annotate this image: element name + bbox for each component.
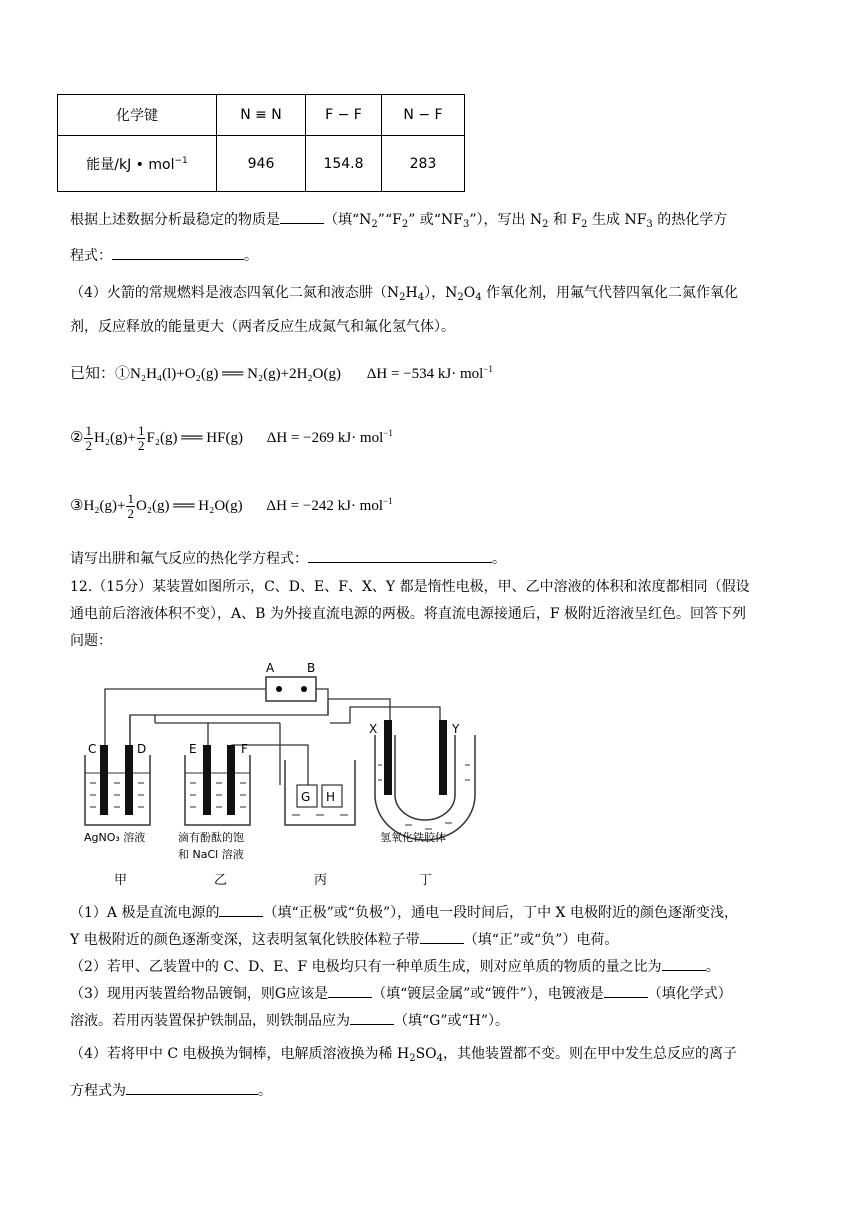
label-y: Y (452, 722, 460, 736)
p1-line2 (70, 245, 258, 265)
label-solution-jia: AgNO₃ 溶液 (84, 831, 146, 844)
table-value-ff: 154.8 (306, 136, 382, 192)
p1-sub: 2 (581, 219, 588, 230)
eq-body: H₂(g)+ (83, 497, 126, 514)
s4-text: （4）若将甲中 C 电极换为铜棒，电解质溶液换为稀 H (70, 1046, 410, 1062)
answer-blank[interactable] (112, 245, 244, 260)
s4-text: 。 (258, 1083, 272, 1099)
table-value-nf: 283 (382, 136, 465, 192)
frac-num: 1 (137, 423, 145, 438)
q4-sub: 2 (399, 292, 406, 303)
s4-sub: 2 (409, 1053, 416, 1064)
beaker-jia (85, 755, 150, 825)
p1-text: ”），写出 N (469, 212, 543, 228)
s4-text: ，其他装置都不变。则在甲中发生总反应的离子 (443, 1046, 738, 1062)
electrode-x (384, 720, 392, 795)
label-jia: 甲 (114, 873, 128, 888)
p1-sub: 2 (401, 219, 409, 230)
terminal-b (301, 686, 307, 692)
eq-dh: ΔH = −242 kJ· mol (266, 497, 383, 514)
answer-blank[interactable] (219, 902, 263, 917)
s3-line2 (70, 1010, 509, 1030)
eq-prefix: 已知：① (70, 366, 131, 382)
answer-blank[interactable] (350, 1010, 394, 1025)
label-a: A (266, 661, 275, 675)
answer-blank[interactable] (662, 956, 706, 971)
q4-text: （4）火箭的常规燃料是液态四氧化二氮和液态肼（ (70, 285, 387, 301)
q12-line2: 通电前后溶液体积不变），A、B 为外接直流电源的两极。将直流电源接通后，F 极附近溶液呈红色。回答下列 (70, 606, 747, 622)
q12-line1: 12.（15分）某装置如图所示，C、D、E、F、X、Y 都是惰性电极，甲、乙中溶液的体积和浓度都相同（假设 (70, 579, 750, 595)
frac-num: 1 (85, 423, 92, 438)
liquid-marks-yi (190, 783, 246, 807)
p2-text: 。 (492, 551, 506, 567)
p1-text: 程式： (70, 248, 112, 264)
p1-line1 (70, 209, 727, 229)
p1-text: 和 F (548, 212, 582, 228)
frac-den: 2 (85, 438, 92, 453)
eq-dh: ΔH = −534 kJ· mol (366, 366, 484, 382)
q4-text: O (463, 285, 476, 301)
s1-text: （填“正”或“负”）电荷。 (463, 932, 619, 948)
label-b: B (307, 661, 316, 675)
s1-line2 (70, 929, 618, 949)
s1-text: Y 电极附近的颜色逐渐变深，这表明氢氧化铁胶体粒子带 (70, 932, 420, 948)
label-e: E (189, 742, 197, 756)
label-h: H (326, 790, 336, 804)
p1-sub: 3 (646, 219, 653, 230)
q4-text: 作氧化剂，用氟气代替四氧化二氮作氧化 (481, 285, 739, 301)
s4-text: SO (415, 1046, 437, 1062)
p1-sub: 2 (371, 219, 378, 230)
q4-text: N (386, 285, 400, 301)
electrode-f (227, 745, 235, 815)
answer-blank[interactable] (308, 548, 492, 563)
electrolysis-apparatus-figure (60, 655, 500, 895)
q4-sub: 2 (457, 292, 464, 303)
s2-text: （2）若甲、乙装置中的 C、D、E、F 电极均只有一种单质生成，则对应单质的物质的量之比为 (70, 959, 662, 975)
table-header-bond: 化学键 (58, 95, 217, 136)
frac-den: 2 (137, 438, 145, 453)
p1-text: 。 (244, 248, 258, 264)
label-x: X (369, 722, 378, 736)
p1-text: ” 或“NF (408, 212, 463, 228)
s4-line2 (70, 1080, 272, 1100)
p1-sub: 2 (542, 219, 549, 230)
table-header-ff: F − F (306, 95, 382, 136)
answer-blank[interactable] (420, 929, 464, 944)
table-value-nn: 946 (217, 136, 306, 192)
label-f: F (241, 742, 248, 756)
label-solution-yi-1: 滴有酚酞的饱 (178, 831, 244, 844)
p1-text: 生成 NF (587, 212, 647, 228)
s3-text: （填“G”或“H”）。 (394, 1013, 510, 1029)
frac-den: 2 (127, 506, 134, 521)
equation-3 (70, 492, 393, 521)
s3-line1 (70, 983, 732, 1003)
q12-line3: 问题： (70, 633, 112, 649)
eq-body: O₂(g) ══ H₂O(g) (135, 497, 243, 514)
fraction (137, 424, 146, 453)
eq-dh: ΔH = −269 kJ· mol (266, 429, 384, 446)
q4-sub: 4 (417, 292, 425, 303)
eq-exp: −1 (483, 364, 493, 374)
equation-2 (70, 424, 393, 453)
s2-text: 。 (705, 959, 720, 975)
s4-line1 (70, 1043, 737, 1063)
eq-prefix: ② (70, 429, 84, 446)
s2-line (70, 956, 720, 976)
table-energy-label-cell (58, 136, 217, 192)
s3-text: （填化学式） (647, 986, 732, 1002)
s3-text: 溶液。若用丙装置保护铁制品，则铁制品应为 (70, 1013, 350, 1029)
q4-line2: 剂，反应释放的能量更大（两者反应生成氮气和氟化氢气体）。 (70, 319, 455, 335)
electrode-c (100, 745, 108, 815)
s3-text: （3）现用丙装置给物品镀铜，则G应该是 (70, 986, 329, 1002)
label-ding: 丁 (419, 873, 433, 888)
bond-energy-table (57, 94, 465, 192)
q4-text: ）， (424, 285, 446, 301)
q4-sub: 4 (475, 292, 482, 303)
terminal-a (276, 686, 282, 692)
eq-exp: −1 (383, 427, 393, 438)
table-energy-exp: −1 (174, 155, 188, 166)
s1-line1 (70, 902, 738, 922)
s3-text: （填“镀层金属”或“镀件”），电镀液是 (372, 986, 604, 1002)
label-solution-ding: 氢氧化铁胶体 (380, 831, 446, 844)
table-header-nf: N − F (382, 95, 465, 136)
frac-num: 1 (127, 491, 134, 506)
p2-line (70, 548, 506, 568)
power-supply (266, 677, 316, 701)
label-bing: 丙 (314, 873, 328, 888)
label-d: D (137, 742, 147, 756)
electrode-d (125, 745, 133, 815)
p1-text: （填“N (324, 212, 372, 228)
eq-exp: −1 (383, 495, 393, 506)
eq-body: F₂(g) ══ HF(g) (146, 429, 243, 446)
fraction (126, 492, 135, 521)
fraction (84, 424, 93, 453)
eq-prefix: ③ (70, 497, 84, 514)
answer-blank[interactable] (280, 209, 324, 224)
s4-text: 方程式为 (70, 1083, 126, 1099)
label-g: G (301, 790, 311, 804)
s1-text: （1）A 极是直流电源的 (70, 905, 220, 921)
label-solution-yi-2: 和 NaCl 溶液 (178, 848, 244, 861)
s1-text: （填“正极”或“负极”），通电一段时间后，丁中 X 电极附近的颜色逐渐变浅， (263, 905, 738, 921)
p2-text: 请写出肼和氟气反应的热化学方程式： (70, 551, 308, 567)
p1-text: ”“F (377, 212, 402, 228)
liquid-marks-jia (90, 783, 144, 807)
answer-blank[interactable] (126, 1080, 258, 1095)
label-c: C (88, 742, 97, 756)
p1-text: 根据上述数据分析最稳定的物质是 (70, 212, 280, 228)
p1-sub: 3 (462, 219, 470, 230)
eq-body: H₂(g)+ (93, 429, 136, 446)
eq-body: N₂H₄(l)+O₂(g) ══ N₂(g)+2H₂O(g) (130, 366, 341, 382)
beaker-yi (185, 755, 250, 825)
label-yi: 乙 (214, 873, 228, 888)
table-energy-label: 能量/kJ • mol (86, 156, 175, 173)
electrode-e (203, 745, 211, 815)
q4-text: H (405, 285, 418, 301)
equation-1 (70, 362, 493, 383)
s4-sub: 4 (436, 1053, 444, 1064)
q4-text: N (445, 285, 458, 301)
q4-line1 (70, 282, 738, 302)
answer-blank[interactable] (604, 983, 648, 998)
answer-blank[interactable] (328, 983, 372, 998)
table-header-nn: N ≡ N (217, 95, 306, 136)
p1-text: 的热化学方 (652, 212, 728, 228)
electrode-y (439, 720, 447, 795)
